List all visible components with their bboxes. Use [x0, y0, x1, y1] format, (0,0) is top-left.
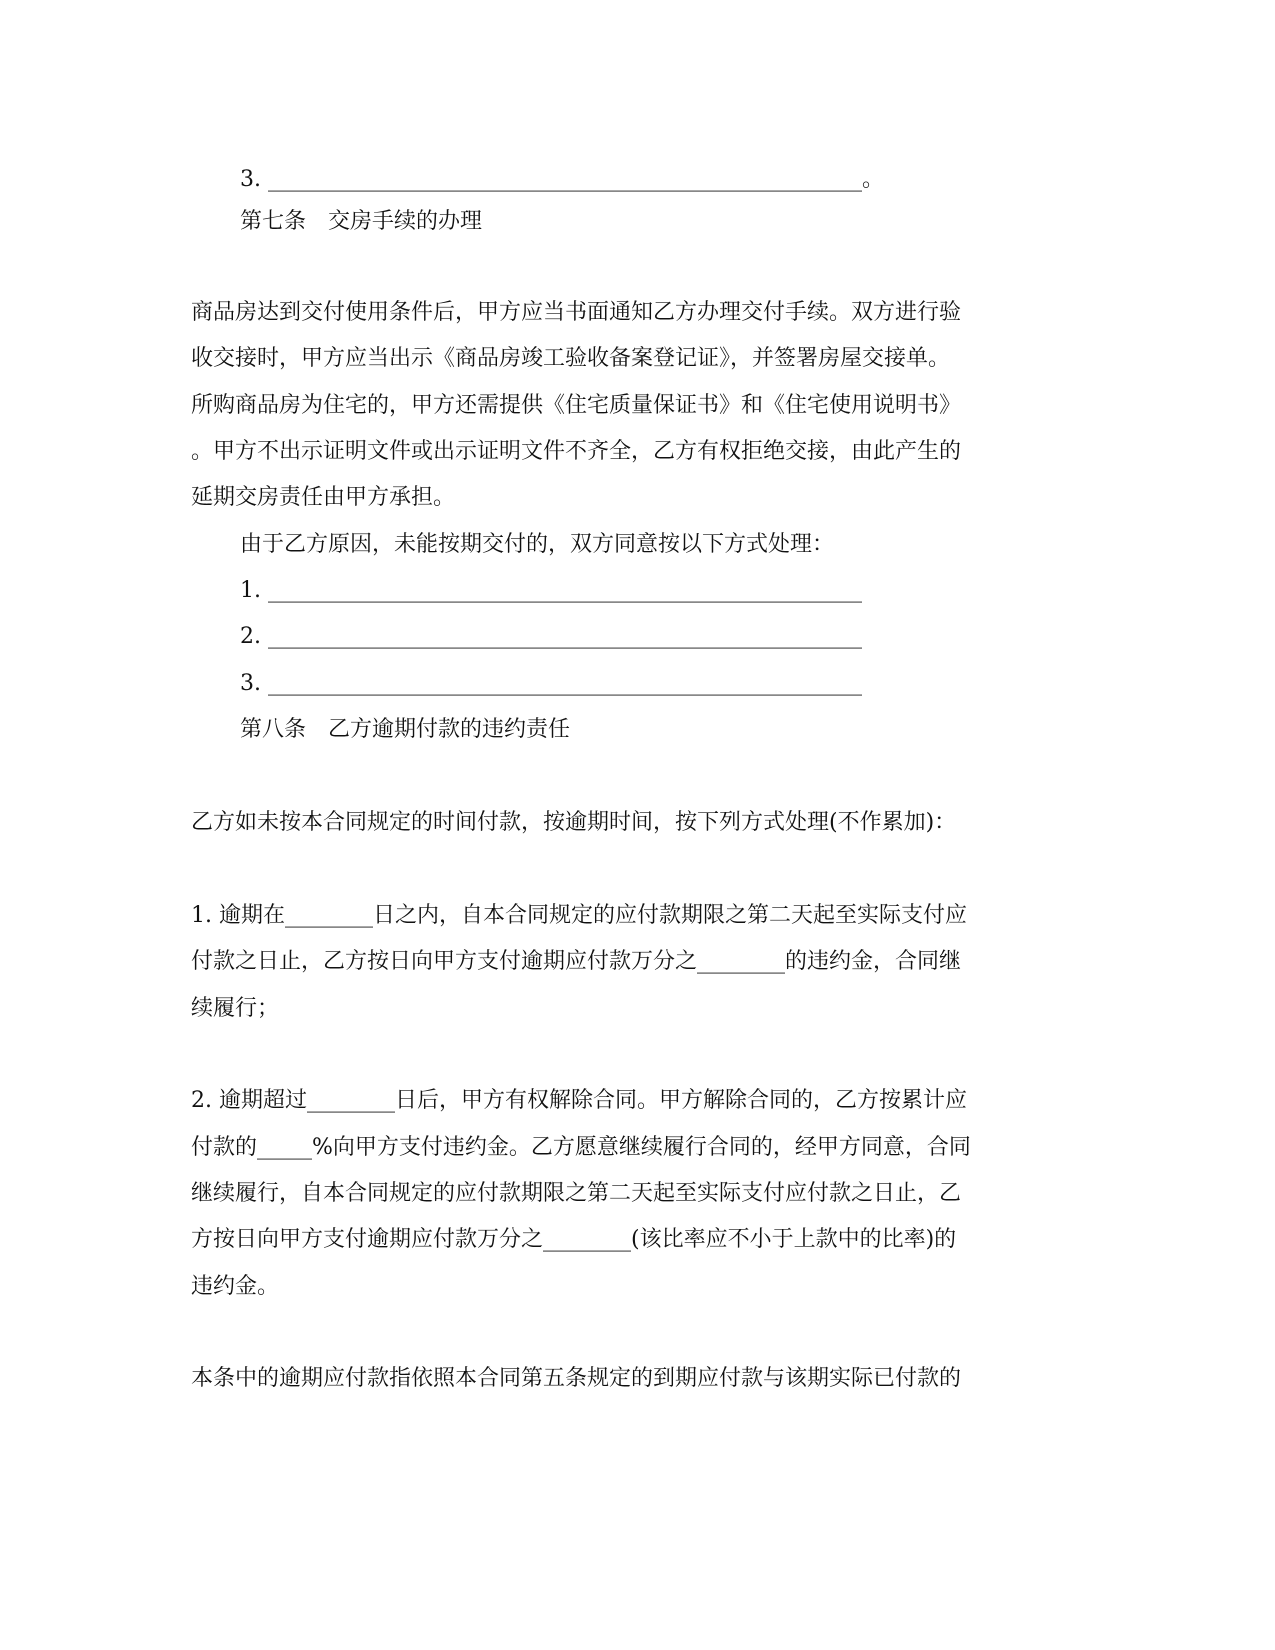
paragraph-line: 继续履行，自本合同规定的应付款期限之第二天起至实际支付应付款之日止，乙	[191, 1181, 962, 1206]
paragraph-line: 方按日向甲方支付逾期应付款万分之________(该比率应不小于上款中的比率)的	[191, 1227, 957, 1252]
list-item: 1. ______________________________________________________	[240, 578, 862, 603]
paragraph-line: 1. 逾期在________日之内，自本合同规定的应付款期限之第二天起至实际支付应	[191, 903, 967, 928]
list-item: 3. ______________________________________________________	[240, 671, 862, 696]
paragraph-line: 延期交房责任由甲方承担。	[191, 485, 456, 510]
paragraph-line: 付款之日止，乙方按日向甲方支付逾期应付款万分之________的违约金，合同继	[191, 949, 962, 974]
paragraph-line: 续履行；	[191, 996, 280, 1021]
paragraph-line: 收交接时，甲方应当出示《商品房竣工验收备案登记证》，并签署房屋交接单。	[191, 346, 951, 371]
paragraph-line: 由于乙方原因，未能按期交付的，双方同意按以下方式处理：	[240, 532, 835, 557]
paragraph-line: 2. 逾期超过________日后，甲方有权解除合同。甲方解除合同的，乙方按累计应	[191, 1088, 967, 1113]
paragraph-line: 乙方如未按本合同规定的时间付款，按逾期时间，按下列方式处理(不作累加)：	[191, 810, 957, 835]
paragraph-line: 所购商品房为住宅的，甲方还需提供《住宅质量保证书》和《住宅使用说明书》	[191, 393, 962, 418]
section-heading: 第七条 交房手续的办理	[240, 209, 483, 234]
section-heading: 第八条 乙方逾期付款的违约责任	[240, 717, 571, 742]
list-item: 2. ______________________________________________________	[240, 624, 862, 649]
paragraph-line: 商品房达到交付使用条件后，甲方应当书面通知乙方办理交付手续。双方进行验	[191, 300, 962, 325]
list-item: 3. ______________________________________________________。	[240, 167, 884, 192]
paragraph-line: 本条中的逾期应付款指依照本合同第五条规定的到期应付款与该期实际已付款的	[191, 1366, 962, 1391]
paragraph-line: 。甲方不出示证明文件或出示证明文件不齐全，乙方有权拒绝交接，由此产生的	[191, 439, 962, 464]
paragraph-line: 违约金。	[191, 1274, 280, 1299]
paragraph-line: 付款的_____%向甲方支付违约金。乙方愿意继续履行合同的，经甲方同意，合同	[191, 1135, 971, 1160]
